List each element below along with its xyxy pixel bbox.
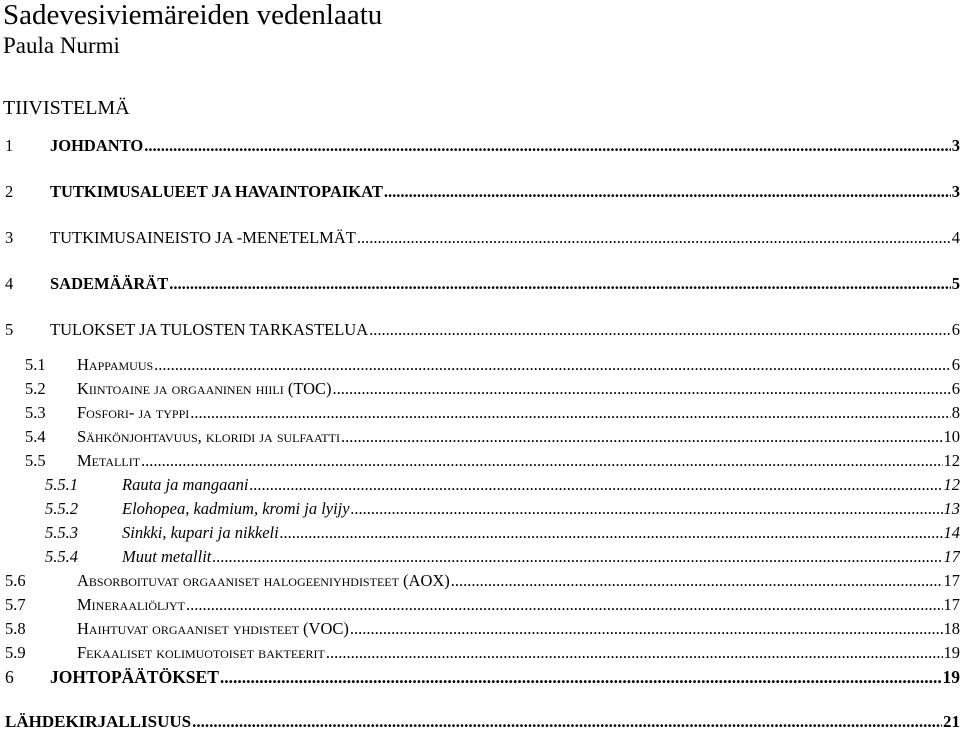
toc-entry-5-5-4[interactable] — [45, 546, 960, 568]
toc-leader — [351, 498, 943, 520]
toc-page: 6 — [951, 355, 960, 374]
toc-leader — [369, 319, 951, 341]
document-author: Paula Nurmi — [3, 33, 120, 58]
toc-leader — [350, 618, 943, 640]
toc-leader — [326, 642, 943, 664]
toc-label: Elohopea, kadmium, kromi ja lyijy — [122, 499, 350, 518]
toc-label: SADEMÄÄRÄT — [50, 274, 169, 293]
toc-leader — [341, 426, 943, 448]
toc-number-text: 5.5.3 — [45, 523, 78, 542]
toc-number: 3 — [5, 228, 14, 247]
toc-leader — [144, 135, 951, 157]
toc-page: 5 — [951, 274, 960, 293]
toc-number: 5.8 — [5, 619, 26, 638]
toc-page: 12 — [943, 451, 960, 470]
toc-label: JOHTOPÄÄTÖKSET — [50, 667, 219, 687]
toc-number: 1 — [5, 136, 14, 155]
toc-page: 21 — [943, 712, 960, 731]
toc-page: 19 — [942, 667, 960, 687]
toc-page: 3 — [951, 136, 960, 155]
toc-entry-5-8[interactable] — [5, 618, 960, 640]
toc-leader — [141, 450, 942, 472]
toc-label: Happamuus — [77, 355, 154, 374]
toc-page: 18 — [943, 619, 960, 638]
toc-number — [45, 474, 122, 496]
toc-label: JOHDANTO — [50, 136, 144, 155]
toc-entry-4[interactable] — [5, 273, 960, 295]
toc-leader — [169, 273, 950, 295]
abstract-heading: TIIVISTELMÄ — [3, 97, 130, 119]
toc-leader — [451, 570, 943, 592]
toc-entry-5-5-3[interactable] — [45, 522, 960, 544]
toc-entry-5-2[interactable] — [25, 378, 960, 400]
toc-entry-5-4[interactable] — [25, 426, 960, 448]
toc-label: TUTKIMUSALUEET JA HAVAINTOPAIKAT — [50, 182, 383, 201]
toc-label: Muut metallit — [122, 547, 212, 566]
toc-label: Fekaaliset kolimuotoiset bakteerit — [77, 643, 325, 662]
toc-entry-2[interactable] — [5, 181, 960, 203]
toc-entry-5-5[interactable] — [25, 450, 960, 472]
toc-number: 5.2 — [25, 379, 46, 398]
toc-number: 4 — [5, 274, 14, 293]
toc-page: 10 — [943, 427, 960, 446]
toc-number: 5.7 — [5, 595, 26, 614]
toc-number: 5 — [5, 320, 14, 339]
toc-page: 17 — [943, 571, 960, 590]
toc-label: Kiintoaine ja orgaaninen hiili (TOC) — [77, 379, 332, 398]
toc-leader — [357, 227, 951, 249]
toc-number: 2 — [5, 182, 14, 201]
toc-label: Sinkki, kupari ja nikkeli — [122, 523, 279, 542]
toc-entry-5-5-2[interactable] — [45, 498, 960, 520]
toc-number: 6 — [5, 667, 14, 687]
toc-label: Rauta ja mangaani — [122, 475, 249, 494]
toc-entry-3[interactable] — [5, 227, 960, 249]
toc-number-text: 5.5.2 — [45, 499, 78, 518]
toc-number: 5.9 — [5, 643, 26, 662]
toc-number — [45, 546, 122, 568]
toc-number — [45, 498, 122, 520]
toc-label: LÄHDEKIRJALLISUUS — [5, 712, 192, 731]
toc-entry-5-5-1[interactable] — [45, 474, 960, 496]
toc-page: 6 — [951, 320, 960, 339]
toc-number: 5.5 — [25, 451, 46, 470]
document-title: Sadevesiviemäreiden vedenlaatu — [3, 0, 383, 31]
toc-leader — [333, 378, 951, 400]
toc-number: 5.1 — [25, 355, 46, 374]
toc-label: Mineraaliöljyt — [77, 595, 185, 614]
toc-label: Fosfori- ja typpi — [77, 403, 190, 422]
toc-leader — [212, 546, 942, 568]
toc-label: Sähkönjohtavuus, kloridi ja sulfaatti — [77, 427, 340, 446]
toc-number — [45, 522, 122, 544]
toc-leader — [280, 522, 943, 544]
toc-entry-1[interactable] — [5, 135, 960, 157]
toc-entry-5-3[interactable] — [25, 402, 960, 424]
toc-entry-5-6[interactable] — [5, 570, 960, 592]
toc-label: TULOKSET JA TULOSTEN TARKASTELUA — [50, 320, 369, 339]
toc-leader — [154, 354, 951, 376]
toc-page: 19 — [943, 643, 960, 662]
toc-page: 12 — [943, 475, 960, 494]
toc-label: Haihtuvat orgaaniset yhdisteet (VOC) — [77, 619, 349, 638]
toc-label: Metallit — [77, 451, 141, 470]
toc-leader — [250, 474, 943, 496]
toc-leader — [186, 594, 943, 616]
toc-page: 6 — [951, 379, 960, 398]
toc-page: 17 — [943, 595, 960, 614]
toc-leader — [220, 666, 942, 688]
toc-label: TUTKIMUSAINEISTO JA -MENETELMÄT — [50, 228, 356, 247]
toc-page: 3 — [951, 182, 960, 201]
toc-page: 4 — [951, 228, 960, 247]
toc-number: 5.6 — [5, 571, 26, 590]
toc-page: 8 — [951, 403, 960, 422]
toc-page: 17 — [943, 547, 960, 566]
toc-leader — [190, 402, 950, 424]
toc-leader — [384, 181, 951, 203]
toc-entry-5-7[interactable] — [5, 594, 960, 616]
toc-number-text: 5.5.4 — [45, 547, 78, 566]
toc-entry-5-9[interactable] — [5, 642, 960, 664]
toc-label: Absorboituvat orgaaniset halogeeniyhdisteet (AOX) — [77, 571, 450, 590]
toc-number-text: 5.5.1 — [45, 475, 78, 494]
toc-leader — [192, 711, 942, 733]
toc-number: 5.4 — [25, 427, 46, 446]
toc-entry-5[interactable] — [5, 319, 960, 341]
toc-page: 13 — [943, 499, 960, 518]
toc-entry-references[interactable] — [5, 711, 960, 733]
toc-entry-5-1[interactable] — [25, 354, 960, 376]
toc-page: 14 — [943, 523, 960, 542]
toc-entry-6[interactable] — [5, 666, 960, 688]
toc-number: 5.3 — [25, 403, 46, 422]
